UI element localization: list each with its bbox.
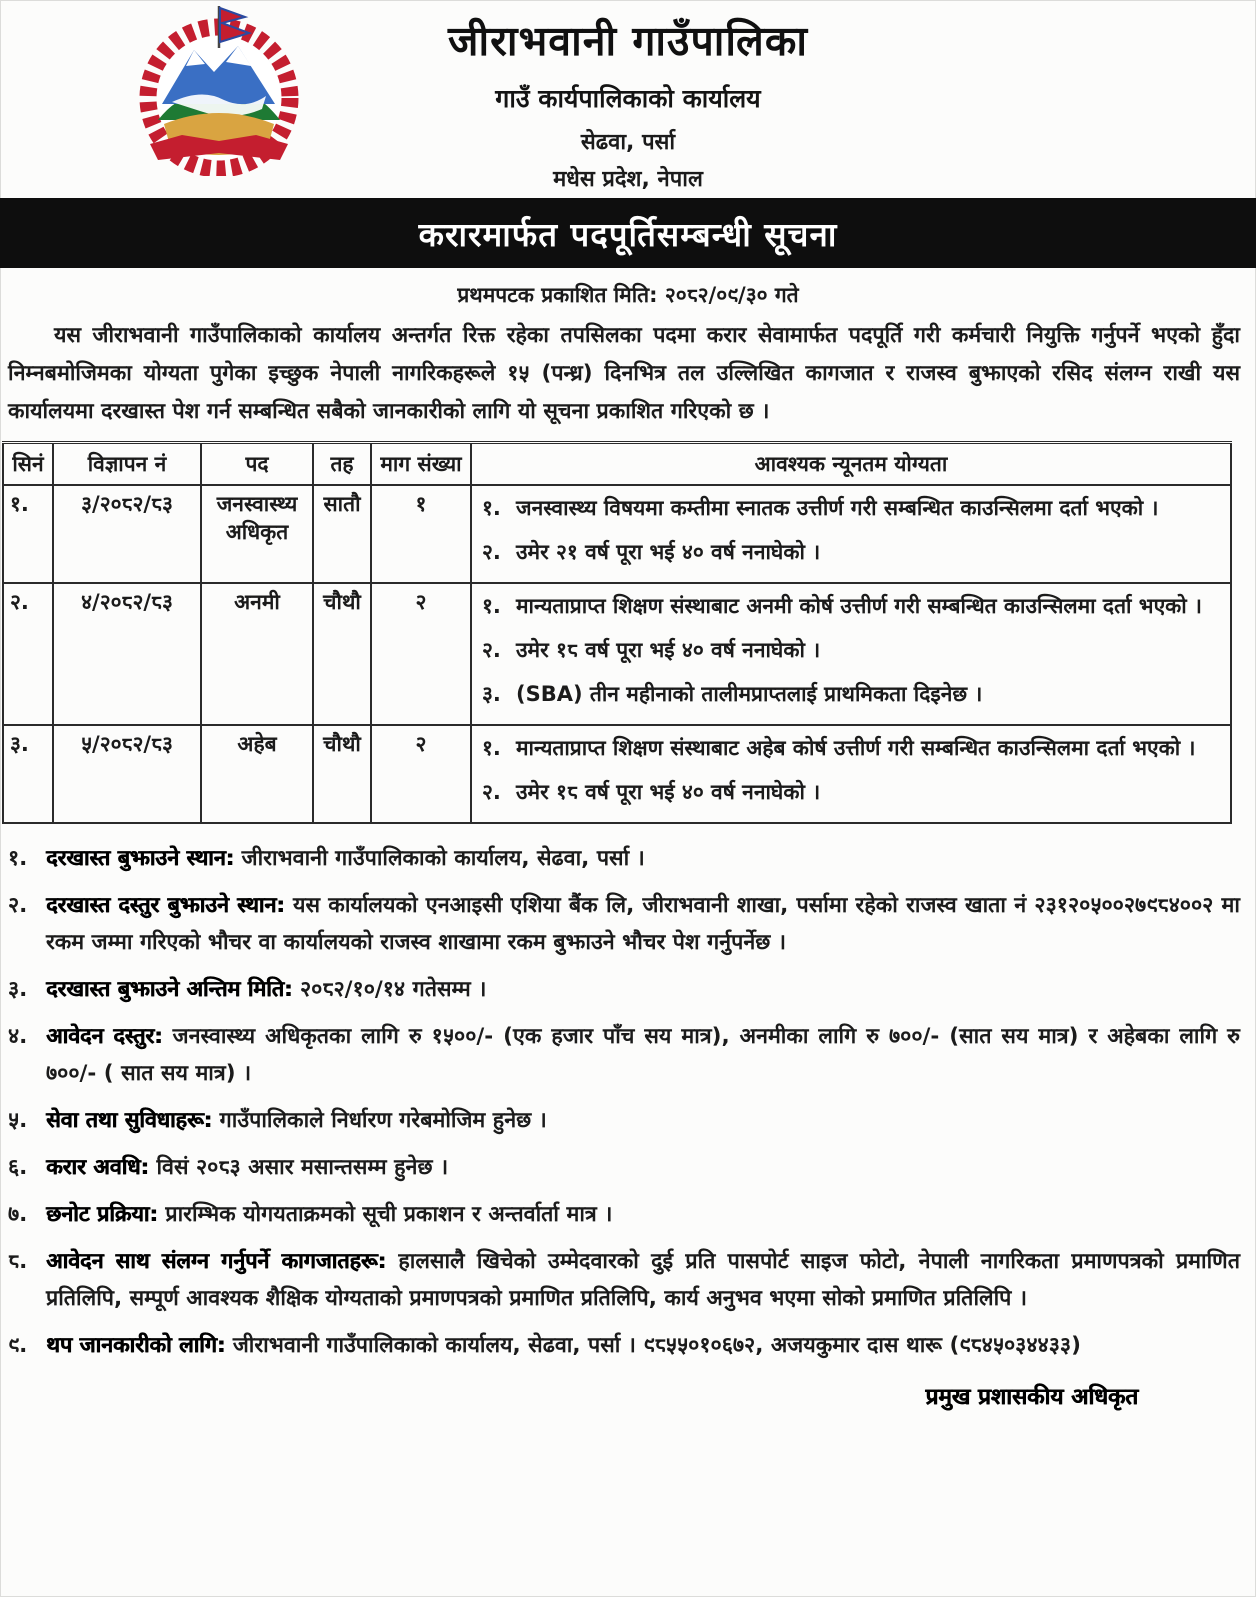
document-header — [0, 0, 1256, 198]
list-item — [8, 840, 1240, 877]
list-item — [8, 971, 1240, 1008]
cell-advertisement-no: ५/२०८२/८३ — [53, 725, 201, 823]
note-number: ९. — [8, 1333, 28, 1358]
office-subtitle: गाउँ कार्यपालिकाको कार्यालय — [495, 84, 761, 113]
note-text: विसं २०८३ असार मसान्तसम्म हुनेछ । — [156, 1155, 449, 1180]
note-label: सेवा तथा सुविधाहरू: — [46, 1108, 213, 1133]
qualification-item — [478, 730, 1224, 767]
note-text: गाउँपालिकाले निर्धारण गरेबमोजिम हुनेछ । — [219, 1108, 547, 1133]
signature-title: प्रमुख प्रशासकीय अधिकृत — [925, 1384, 1138, 1410]
note-label: थप जानकारीको लागि: — [46, 1333, 226, 1358]
qualification-item — [478, 676, 1224, 713]
cell-post: जनस्वास्थ्य अधिकृत — [201, 485, 313, 583]
note-label: आवेदन साथ संलग्न गर्नुपर्ने कागजातहरू: — [46, 1249, 387, 1274]
note-body — [46, 887, 1240, 961]
cell-level: चौथौ — [313, 583, 371, 725]
list-item — [8, 1327, 1240, 1364]
cell-level: सातौ — [313, 485, 371, 583]
note-number: ३. — [8, 977, 28, 1002]
note-label: दरखास्त बुझाउने स्थान: — [46, 846, 235, 871]
note-number: ८. — [8, 1249, 28, 1274]
qualification-text: मान्यताप्राप्त शिक्षण संस्थाबाट अहेब कोर्ष उत्तीर्ण गरी सम्बन्धित काउन्सिलमा दर्ता भएको । — [516, 736, 1196, 760]
list-item — [8, 1243, 1240, 1317]
note-label: दरखास्त दस्तुर बुझाउने स्थान: — [46, 893, 285, 918]
qualification-number: १. — [482, 736, 501, 760]
note-body — [46, 1327, 1240, 1364]
note-text: प्रारम्भिक योगयताक्रमको सूची प्रकाशन र अन्तर्वार्ता मात्र । — [165, 1202, 613, 1227]
notice-title: करारमार्फत पदपूर्तिसम्बन्धी सूचना — [418, 214, 838, 254]
note-body — [46, 1149, 1240, 1186]
note-text: जीराभवानी गाउँपालिकाको कार्यालय, सेढवा, पर्सा । — [241, 846, 645, 871]
qualification-item — [478, 490, 1224, 527]
list-item — [8, 1102, 1240, 1139]
address-line-1: सेढवा, पर्सा — [580, 130, 676, 155]
published-date: प्रथमपटक प्रकाशित मिति: २०८२/०९/३० गते — [457, 283, 799, 307]
qualification-text: मान्यताप्राप्त शिक्षण संस्थाबाट अनमी कोर्ष उत्तीर्ण गरी सम्बन्धित काउन्सिलमा दर्ता भएको । — [516, 594, 1203, 618]
note-number: ७. — [8, 1202, 28, 1227]
cell-post: अहेब — [201, 725, 313, 823]
note-label: आवेदन दस्तुर: — [46, 1024, 163, 1049]
list-item — [8, 887, 1240, 961]
note-text: हालसालै खिचेको उम्मेदवारको दुई प्रति पासपोर्ट साइज फोटो, नेपाली नागरिकता प्रमाणपत्रको प्रमाणित प्रतिलिपि, सम्पूर्ण आवश्यक शैक्षिक योग्यताको प्रमाणपत्रको प्रमाणित प्रतिलिपि, कार्य अनुभव भएमा सोको प्रमाणित प्रतिलिपि । — [46, 1249, 1240, 1311]
note-body — [46, 1243, 1240, 1317]
note-number: ४. — [8, 1024, 28, 1049]
qualification-item — [478, 534, 1224, 571]
qualification-number: २. — [482, 780, 501, 804]
list-item — [8, 1018, 1240, 1092]
cell-qualifications — [471, 485, 1231, 583]
qualification-item — [478, 632, 1224, 669]
note-number: ५. — [8, 1108, 28, 1133]
note-body — [46, 971, 1240, 1008]
cell-sn: १. — [3, 485, 53, 583]
note-text: जीराभवानी गाउँपालिकाको कार्यालय, सेढवा, पर्सा । ९८५५०१०६७२, अजयकुमार दास थारू (९८४५०३४४३३) — [232, 1333, 1081, 1358]
note-text: यस कार्यालयको एनआइसी एशिया बैंक लि, जीराभवानी शाखा, पर्सामा रहेको राजस्व खाता नं २३१२०५००२७९८४००२ मा रकम जम्मा गरिएको भौचर वा कार्यालयको राजस्व शाखामा रकम बुझाउने भौचर पेश गर्नुपर्नेछ । — [46, 893, 1240, 955]
note-body — [46, 1018, 1240, 1092]
cell-advertisement-no: ४/२०८२/८३ — [53, 583, 201, 725]
municipality-title: जीराभवानी गाउँपालिका — [448, 17, 808, 65]
note-body — [46, 840, 1240, 877]
cell-demand-count: २ — [371, 725, 471, 823]
table-row — [3, 485, 1231, 583]
cell-qualifications — [471, 725, 1231, 823]
note-number: १. — [8, 846, 28, 871]
notice-title-banner — [0, 198, 1256, 268]
conditions-list — [8, 840, 1240, 1364]
qualification-item — [478, 774, 1224, 811]
col-header-level: तह — [313, 443, 371, 486]
note-text: २०८२/१०/१४ गतेसम्म । — [299, 977, 487, 1002]
qualification-text: उमेर १८ वर्ष पूरा भई ४० वर्ष ननाघेको । — [516, 638, 821, 662]
table-header-row — [3, 443, 1231, 486]
qualification-number: २. — [482, 540, 501, 564]
cell-advertisement-no: ३/२०८२/८३ — [53, 485, 201, 583]
note-body — [46, 1102, 1240, 1139]
note-number: ६. — [8, 1155, 28, 1180]
list-item — [8, 1196, 1240, 1233]
col-header-qualifications: आवश्यक न्यूनतम योग्यता — [471, 443, 1231, 486]
qualification-text: उमेर २१ वर्ष पूरा भई ४० वर्ष ननाघेको । — [516, 540, 821, 564]
cell-qualifications — [471, 583, 1231, 725]
qualification-text: जनस्वास्थ्य विषयमा कम्तीमा स्नातक उत्तीर्ण गरी सम्बन्धित काउन्सिलमा दर्ता भएको । — [516, 496, 1159, 520]
col-header-sn: सिनं — [3, 443, 53, 486]
qualification-number: ३. — [482, 682, 501, 706]
note-label: दरखास्त बुझाउने अन्तिम मिति: — [46, 977, 293, 1002]
note-body — [46, 1196, 1240, 1233]
qualification-text: उमेर १८ वर्ष पूरा भई ४० वर्ष ननाघेको । — [516, 780, 821, 804]
cell-post: अनमी — [201, 583, 313, 725]
col-header-post: पद — [201, 443, 313, 486]
intro-paragraph: यस जीराभवानी गाउँपालिकाको कार्यालय अन्तर्गत रिक्त रहेका तपसिलका पदमा करार सेवामार्फत पदपूर्ति गरी कर्मचारी नियुक्ति गर्नुपर्ने भएको हुँदा निम्नबमोजिमका योग्यता पुगेका इच्छुक नेपाली नागरिकहरूले १५ (पन्ध्र) दिनभित्र तल उल्लिखित कागजात र राजस्व बुझाएको रसिद संलग्न राखी यस कार्यालयमा दरखास्त पेश गर्न सम्बन्धित सबैको जानकारीको लागि यो सूचना प्रकाशित गरिएको छ । — [8, 323, 1240, 424]
col-header-advertisement-no: विज्ञापन नं — [53, 443, 201, 486]
table-row — [3, 725, 1231, 823]
vacancy-table — [2, 441, 1232, 824]
qualification-item — [478, 588, 1224, 625]
note-number: २. — [8, 893, 28, 918]
cell-demand-count: २ — [371, 583, 471, 725]
cell-sn: २. — [3, 583, 53, 725]
nepal-emblem-logo-icon — [112, 4, 327, 176]
qualification-number: २. — [482, 638, 501, 662]
cell-level: चौथौ — [313, 725, 371, 823]
cell-demand-count: १ — [371, 485, 471, 583]
cell-sn: ३. — [3, 725, 53, 823]
list-item — [8, 1149, 1240, 1186]
col-header-demand-count: माग संख्या — [371, 443, 471, 486]
qualification-number: १. — [482, 594, 501, 618]
note-label: करार अवधि: — [46, 1155, 149, 1180]
qualification-text: (SBA) तीन महीनाको तालीमप्राप्तलाई प्राथमिकता दिइनेछ । — [516, 682, 983, 706]
note-text: जनस्वास्थ्य अधिकृतका लागि रु १५००/- (एक हजार पाँच सय मात्र), अनमीका लागि रु ७००/- (सात सय मात्र) र अहेबका लागि रु ७००/- ( सात सय मात्र) । — [46, 1024, 1240, 1086]
qualification-number: १. — [482, 496, 501, 520]
address-line-2: मधेस प्रदेश, नेपाल — [553, 167, 703, 192]
table-row — [3, 583, 1231, 725]
note-label: छनोट प्रक्रिया: — [46, 1202, 158, 1227]
